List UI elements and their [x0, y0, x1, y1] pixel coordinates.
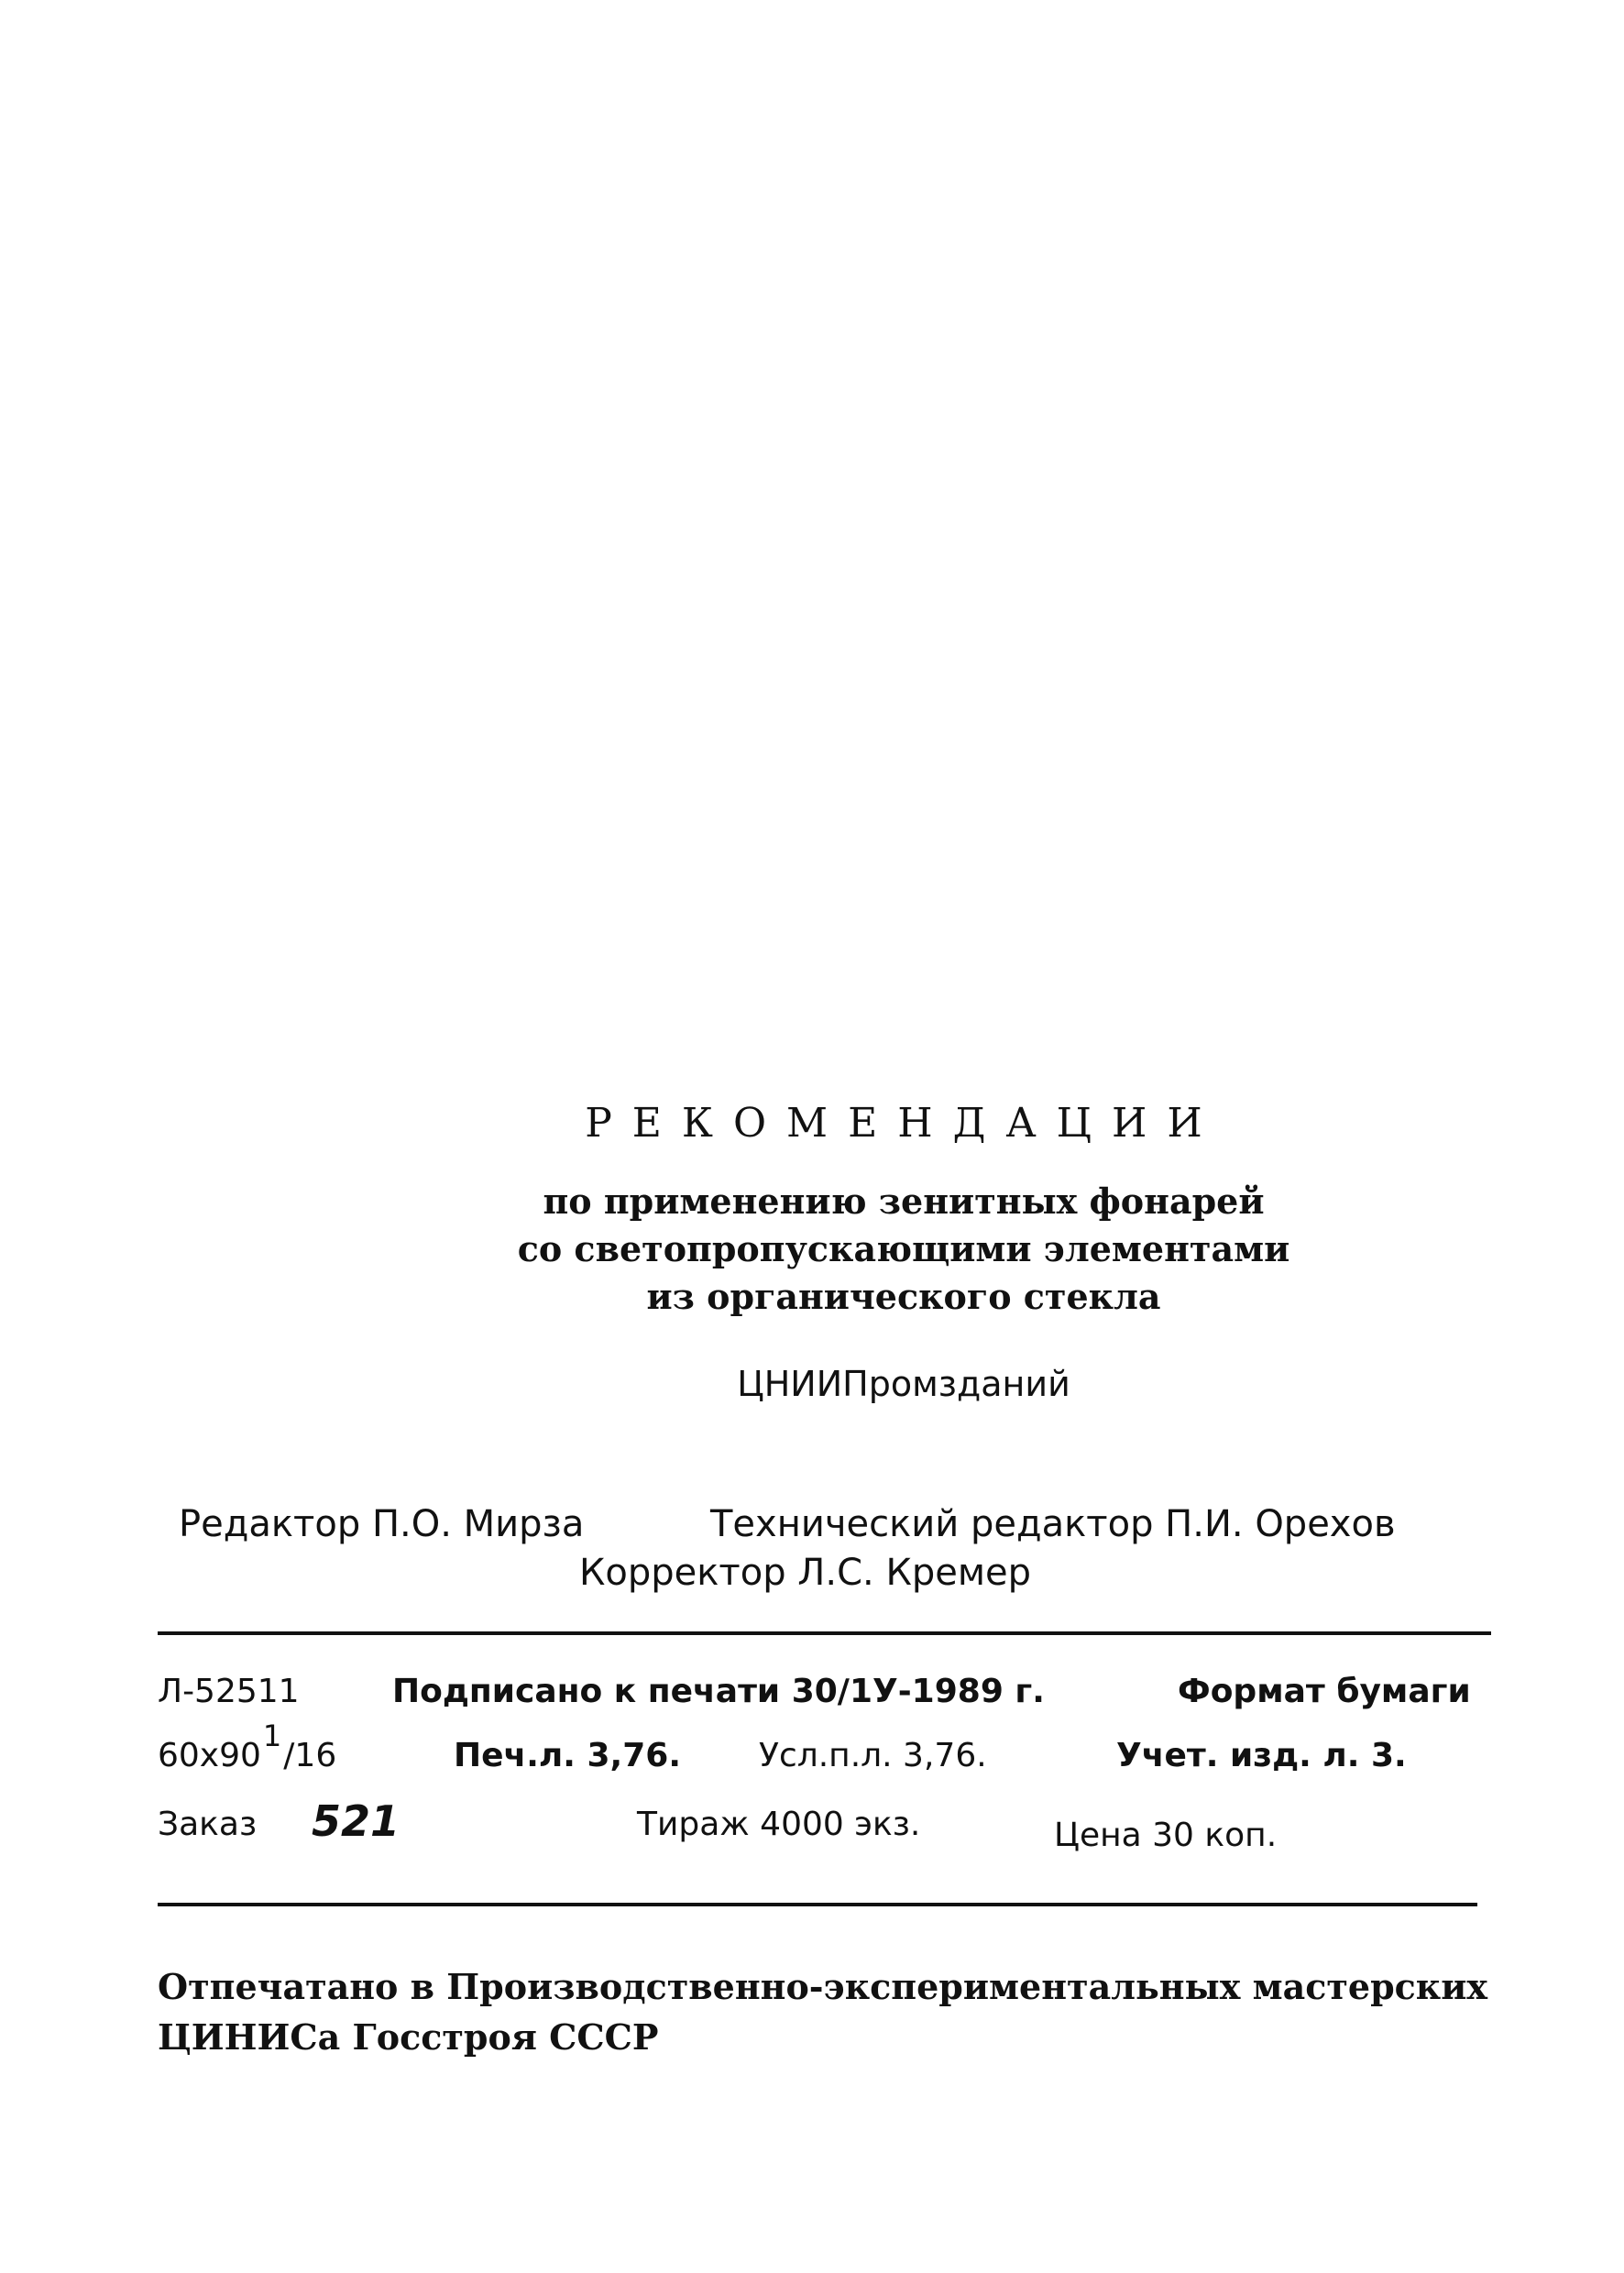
- subtitle-line-3: из органического стекла: [646, 1276, 1161, 1317]
- price: Цена 30 коп.: [1054, 1817, 1278, 1854]
- subtitle-line-1: по применению зенитных фонарей: [543, 1180, 1265, 1222]
- conventional-sheets: Усл.п.л. 3,76.: [759, 1737, 987, 1774]
- publication-sheets: Учет. изд. л. 3.: [1116, 1737, 1407, 1774]
- format-superscript: 1: [262, 1718, 282, 1753]
- signed-date: Подписано к печати 30/1У-1989 г.: [392, 1673, 1045, 1710]
- printed-by-line-2: ЦИНИСа Госстроя СССР: [158, 2016, 659, 2058]
- format-suffix: /16: [283, 1737, 337, 1774]
- organization-name: ЦНИИПромзданий: [737, 1364, 1070, 1404]
- top-divider: [158, 1631, 1491, 1635]
- corrector-credit: Корректор Л.С. Кремер: [579, 1552, 1032, 1594]
- order-label: Заказ: [158, 1806, 258, 1843]
- paper-format-label: Формат бумаги: [1178, 1673, 1471, 1710]
- subtitle-line-2: со светопропускающими элементами: [517, 1228, 1290, 1269]
- printed-by-line-1: Отпечатано в Производственно-экспериментальных мастерских: [158, 1966, 1488, 2007]
- editor-credit: Редактор П.О. Мирза: [179, 1503, 585, 1545]
- print-sheets: Печ.л. 3,76.: [454, 1737, 682, 1774]
- tech-editor-credit: Технический редактор П.И. Орехов: [710, 1503, 1396, 1545]
- order-number: 521: [312, 1796, 401, 1846]
- format-prefix: 60х90: [158, 1737, 261, 1774]
- document-title: РЕКОМЕНДАЦИИ: [585, 1100, 1223, 1147]
- bottom-divider: [158, 1903, 1477, 1906]
- license-number: Л-52511: [158, 1673, 300, 1710]
- paper-format: [158, 1718, 337, 1774]
- circulation: Тираж 4000 экз.: [637, 1806, 921, 1843]
